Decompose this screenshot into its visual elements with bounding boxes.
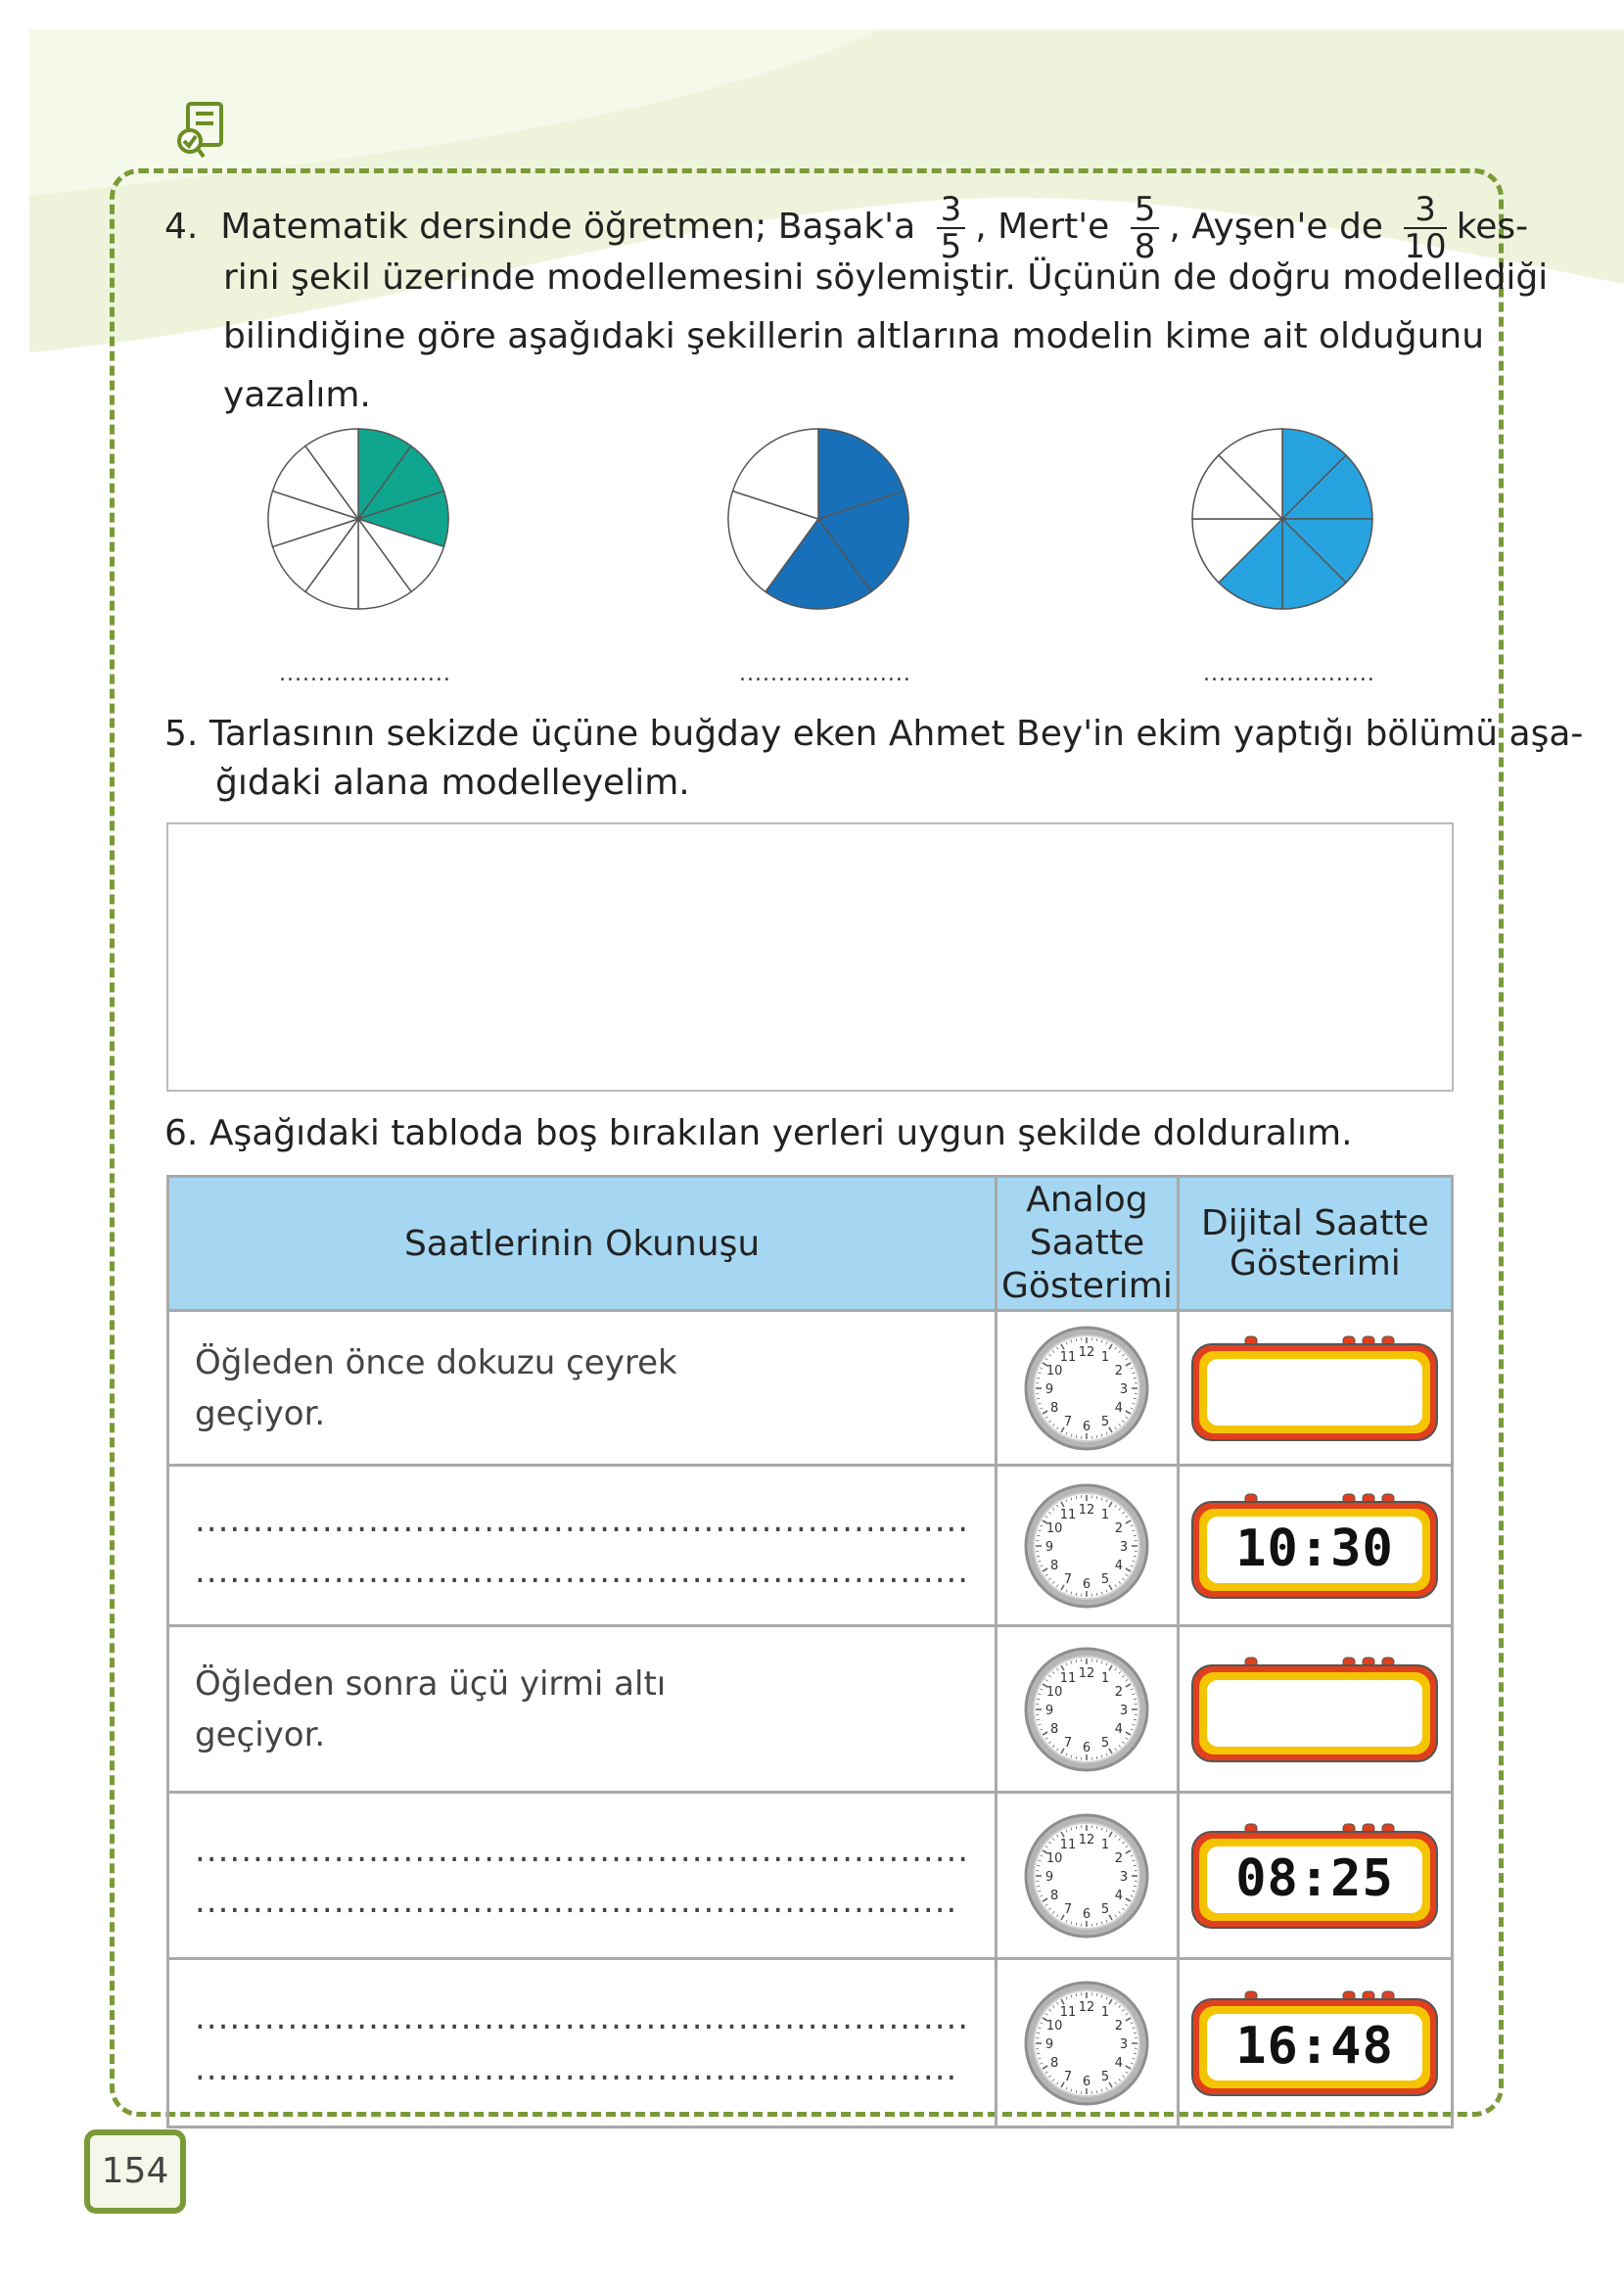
reading-cell[interactable]: ................................................................... ................................................................... xyxy=(168,1466,997,1626)
clock-number: 3 xyxy=(1120,1539,1129,1555)
digital-clock-cell xyxy=(1178,1793,1452,1959)
table-header-row xyxy=(168,1177,1453,1311)
clock-number: 9 xyxy=(1045,1381,1054,1397)
clock-number: 1 xyxy=(1101,1349,1110,1365)
table-row xyxy=(168,1311,1453,1466)
clock-number: 10 xyxy=(1046,1850,1063,1866)
clock-number: 12 xyxy=(1079,1344,1095,1360)
clock-number: 3 xyxy=(1120,1869,1129,1885)
reading-cell: Öğleden önce dokuzu çeyrek geçiyor. xyxy=(168,1311,997,1466)
header-digital: Dijital Saatte Gösterimi xyxy=(1178,1177,1452,1311)
reading-cell[interactable]: ................................................................... .................................................................. xyxy=(168,1959,997,2127)
reading-cell[interactable]: ................................................................... .................................................................. xyxy=(168,1793,997,1959)
analog-clock-icon[interactable] xyxy=(1010,1809,1163,1942)
analog-clock-icon[interactable] xyxy=(1010,1322,1163,1455)
clock-number: 11 xyxy=(1060,1670,1077,1686)
pie-answer-blank-2[interactable]: ...................... xyxy=(739,662,911,686)
clock-number: 5 xyxy=(1101,1901,1110,1917)
clock-number: 10 xyxy=(1046,1520,1063,1536)
clock-number: 12 xyxy=(1079,1999,1095,2015)
analog-clock-icon[interactable] xyxy=(1010,1479,1163,1613)
clock-number: 11 xyxy=(1060,1349,1077,1365)
clock-number: 6 xyxy=(1083,1576,1091,1592)
digital-clock-icon xyxy=(1186,1986,1443,2101)
clock-number: 8 xyxy=(1050,1721,1059,1737)
digital-clock-icon xyxy=(1186,1818,1443,1934)
clock-number: 9 xyxy=(1045,1869,1054,1885)
clock-number: 2 xyxy=(1115,2018,1124,2034)
clock-number: 8 xyxy=(1050,1558,1059,1573)
clock-number: 3 xyxy=(1120,2036,1129,2052)
clock-number: 9 xyxy=(1045,2036,1054,2052)
clock-number: 7 xyxy=(1064,2069,1073,2084)
clock-number: 8 xyxy=(1050,2055,1059,2071)
q5-line1: 5. Tarlasının sekizde üçüne buğday eken Ahmet Bey'in ekim yaptığı bölümü aşa- xyxy=(164,714,1584,754)
clock-number: 6 xyxy=(1083,1906,1091,1922)
q4-line1: 4. Matematik dersinde öğretmen; Başak'a $\frac{3}{5}$ , Mert'e $\frac{5}{8}$ , Ayşen'e de $\frac{3}{10}$ kes- xyxy=(164,190,1529,266)
clock-number: 2 xyxy=(1115,1850,1124,1866)
clock-number: 7 xyxy=(1064,1571,1073,1587)
model-drawing-area[interactable] xyxy=(166,822,1454,1092)
clock-number: 4 xyxy=(1115,1558,1124,1573)
analog-clock-cell[interactable] xyxy=(997,1959,1179,2127)
q6-text: 6. Aşağıdaki tabloda boş bırakılan yerleri uygun şekilde dolduralım. xyxy=(164,1113,1353,1153)
fraction-3-5: $\frac{3}{5}$ xyxy=(937,192,966,264)
clock-number: 2 xyxy=(1115,1363,1124,1379)
digital-clock-cell xyxy=(1178,1466,1452,1626)
clock-number: 1 xyxy=(1101,1507,1110,1522)
clock-number: 1 xyxy=(1101,1837,1110,1852)
analog-clock-cell[interactable] xyxy=(997,1626,1179,1793)
clock-number: 2 xyxy=(1115,1520,1124,1536)
analog-clock-icon[interactable] xyxy=(1010,1977,1163,2110)
clock-number: 7 xyxy=(1064,1735,1073,1751)
pie-answer-blank-3[interactable]: ...................... xyxy=(1203,662,1375,686)
clock-table xyxy=(166,1175,1454,2128)
table-row xyxy=(168,1959,1453,2127)
pie-answer-blank-1[interactable]: ...................... xyxy=(279,662,451,686)
worksheet-icon xyxy=(174,100,231,161)
q4-line2: rini şekil üzerinde modellemesini söylemiştir. Üçünün de doğru modellediği xyxy=(223,257,1549,298)
clock-number: 4 xyxy=(1115,2055,1124,2071)
clock-number: 10 xyxy=(1046,1684,1063,1700)
analog-clock-cell[interactable] xyxy=(997,1466,1179,1626)
reading-cell: Öğleden sonra üçü yirmi altı geçiyor. xyxy=(168,1626,997,1793)
table-row xyxy=(168,1466,1453,1626)
table-row xyxy=(168,1793,1453,1959)
clock-number: 7 xyxy=(1064,1414,1073,1429)
clock-number: 3 xyxy=(1120,1381,1129,1397)
q4-line3: bilindiğine göre aşağıdaki şekillerin altlarına modelin kime ait olduğunu xyxy=(223,316,1485,356)
clock-number: 10 xyxy=(1046,2018,1063,2034)
clock-number: 4 xyxy=(1115,1721,1124,1737)
clock-number: 3 xyxy=(1120,1703,1129,1718)
header-analog: Analog Saatte Gösterimi xyxy=(997,1177,1179,1311)
clock-number: 6 xyxy=(1083,1419,1091,1434)
page-number: 154 xyxy=(84,2129,186,2214)
clock-number: 5 xyxy=(1101,2069,1110,2084)
header-reading: Saatlerinin Okunuşu xyxy=(168,1177,997,1311)
clock-number: 1 xyxy=(1101,2004,1110,2020)
pie-chart-2 xyxy=(722,423,914,615)
clock-number: 8 xyxy=(1050,1400,1059,1416)
clock-number: 1 xyxy=(1101,1670,1110,1686)
clock-number: 9 xyxy=(1045,1539,1054,1555)
q4-line4: yazalım. xyxy=(223,375,371,415)
clock-number: 5 xyxy=(1101,1414,1110,1429)
clock-number: 5 xyxy=(1101,1735,1110,1751)
digital-clock-icon[interactable] xyxy=(1186,1331,1443,1446)
digital-time-text: 10:30 xyxy=(1235,1519,1395,1578)
q5-line2: ğıdaki alana modelleyelim. xyxy=(215,763,690,803)
table-row xyxy=(168,1626,1453,1793)
clock-number: 6 xyxy=(1083,1740,1091,1755)
fraction-5-8: $\frac{5}{8}$ xyxy=(1131,192,1160,264)
analog-clock-icon[interactable] xyxy=(1010,1643,1163,1776)
clock-number: 11 xyxy=(1060,1837,1077,1852)
clock-number: 7 xyxy=(1064,1901,1073,1917)
clock-number: 11 xyxy=(1060,1507,1077,1522)
clock-number: 5 xyxy=(1101,1571,1110,1587)
analog-clock-cell[interactable] xyxy=(997,1311,1179,1466)
pie-chart-3 xyxy=(1186,423,1378,615)
digital-clock-icon xyxy=(1186,1488,1443,1604)
digital-clock-icon[interactable] xyxy=(1186,1652,1443,1767)
digital-time-text: 16:48 xyxy=(1235,2016,1395,2076)
digital-clock-cell xyxy=(1178,1959,1452,2127)
clock-number: 11 xyxy=(1060,2004,1077,2020)
clock-number: 6 xyxy=(1083,2074,1091,2089)
clock-number: 4 xyxy=(1115,1888,1124,1903)
clock-number: 12 xyxy=(1079,1665,1095,1681)
clock-number: 12 xyxy=(1079,1832,1095,1847)
clock-number: 10 xyxy=(1046,1363,1063,1379)
digital-clock-cell[interactable] xyxy=(1178,1626,1452,1793)
clock-number: 2 xyxy=(1115,1684,1124,1700)
clock-number: 9 xyxy=(1045,1703,1054,1718)
clock-number: 8 xyxy=(1050,1888,1059,1903)
analog-clock-cell[interactable] xyxy=(997,1793,1179,1959)
digital-time-text: 08:25 xyxy=(1235,1848,1395,1908)
clock-number: 12 xyxy=(1079,1502,1095,1518)
clock-number: 4 xyxy=(1115,1400,1124,1416)
fraction-3-10: $\frac{3}{10}$ xyxy=(1404,190,1447,266)
digital-clock-cell[interactable] xyxy=(1178,1311,1452,1466)
pie-chart-1 xyxy=(262,423,454,615)
